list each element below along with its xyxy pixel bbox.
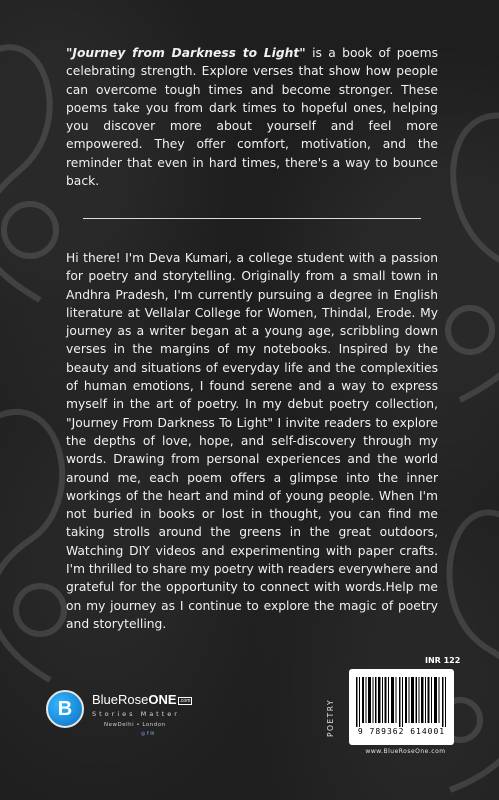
publisher-name-part2: ONE: [148, 692, 177, 707]
publisher-logo: [46, 690, 236, 750]
bluerose-logo-icon: B: [46, 690, 84, 728]
price-label: INR 122: [425, 656, 461, 665]
blurb-body: is a book of poems celebrating strength. Explore verses that show how people can overcome tough times and become stronger. These poems take you from dark times to hopeful ones, helping you discover more about yourself and feel more empowered. They offer comfort, motivation, and the reminder that even in hard times, there's a way to bounce back.: [66, 46, 439, 189]
author-bio: Hi there! I'm Deva Kumari, a college student with a passion for poetry and storytelling. Originally from a small town in Andhra Pradesh, I'm currently pursuing a degree in English literature at Vellalar College for Women, Thindal, Erode. My journey as a writer began at a young age, scribbling down verses in the margins of my notebooks. Inspired by the beauty and situations of everyday life and the complexities of human emotions, I found serene and a way to express myself in the art of poetry. In my debut poetry collection, "Journey From Darkness To Light" I invite readers to explore the depths of love, hope, and self-discovery through my words. Drawing from personal experiences and the world around me, each poem offers a glimpse into the inner workings of the heart and mind of young people. When I'm not buried in books or lost in thought, you can find me taking strolls around the greens in the great outdoors, Watching DIY videos and experimenting with paper crafts. I'm thrilled to share my poetry with readers everywhere and grateful for the opportunity to connect with words.Help me on my journey as I continue to explore the magic of poetry and storytelling.: [66, 251, 438, 631]
divider-line: [83, 218, 421, 219]
genre-label: POETRY: [326, 698, 335, 738]
publisher-tagline: Stories Matter: [92, 710, 180, 718]
book-title-quote: "Journey from Darkness to Light": [66, 46, 306, 60]
publisher-website: www.BlueRoseOne.com: [365, 748, 446, 755]
social-icons: ◎ f ✉: [141, 731, 155, 737]
publisher-name: [92, 692, 192, 707]
publisher-badge: .com: [179, 697, 191, 704]
book-blurb: [66, 44, 438, 190]
publisher-name-part1: BlueRose: [92, 692, 149, 707]
publisher-cities: NewDelhi • London: [104, 722, 166, 728]
isbn-barcode: [349, 669, 454, 745]
isbn-number: 9 789362 614001: [357, 727, 446, 736]
barcode-icon: [356, 677, 447, 727]
